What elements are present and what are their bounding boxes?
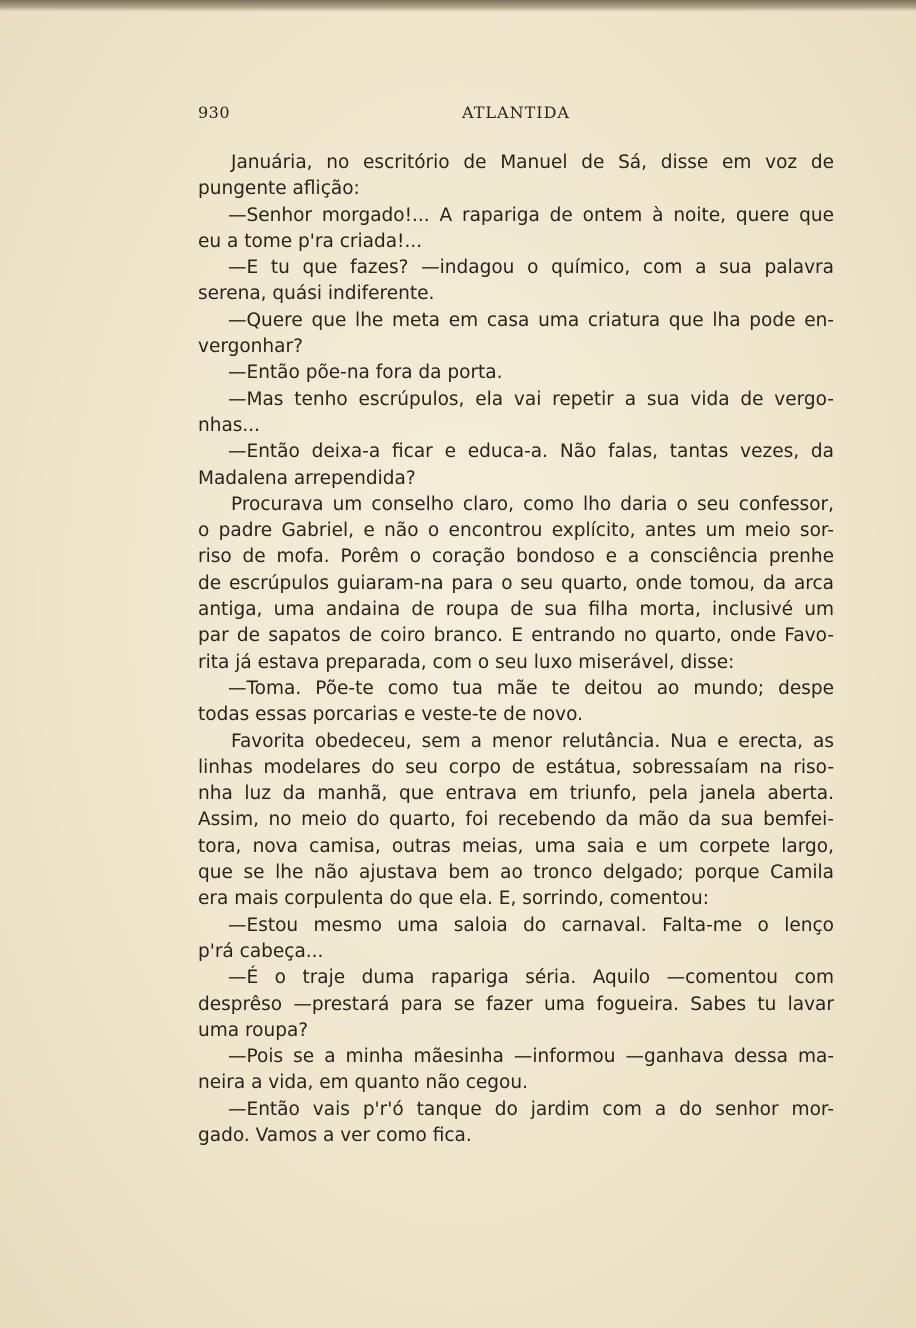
text-line: Procurava um conselho claro, como lho daria o seu confessor,	[231, 493, 834, 515]
text-line: gado. Vamos a ver como fica.	[198, 1124, 472, 1146]
text-line: —Estou mesmo uma saloia do carnaval. Falta-me o lenço	[228, 914, 834, 936]
text-line: —Pois se a minha mãesinha —informou —ganhava dessa ma-	[228, 1046, 834, 1068]
text-line: riso de mofa. Porêm o coração bondoso e a consciência prenhe	[198, 546, 834, 568]
text-line: eu a tome p'ra criada!...	[198, 230, 423, 252]
text-line: desprêso —prestará para se fazer uma fogueira. Sabes tu lavar	[198, 993, 834, 1015]
text-line: uma roupa?	[198, 1019, 309, 1041]
text-line: Assim, no meio do quarto, foi recebendo da mão da sua bemfei-	[198, 809, 834, 831]
text-line: pungente aflição:	[198, 178, 360, 200]
text-line: antiga, uma andaina de roupa de sua filha morta, inclusivé um	[198, 599, 834, 621]
text-line: par de sapatos de coiro branco. E entrando no quarto, onde Favo-	[198, 625, 834, 647]
text-line: —Mas tenho escrúpulos, ela vai repetir a sua vida de vergo-	[228, 388, 834, 410]
body-text	[198, 150, 834, 1149]
text-line: todas essas porcarias e veste-te de novo.	[198, 704, 583, 726]
text-line: que se lhe não ajustava bem ao tronco delgado; porque Camila	[198, 862, 834, 884]
text-line: —É o traje duma rapariga séria. Aquilo —comentou com	[228, 967, 834, 989]
text-line: Madalena arrependida?	[198, 467, 416, 489]
text-line: rita já estava preparada, com o seu luxo miserável, disse:	[198, 651, 735, 673]
text-line: —Então deixa-a ficar e educa-a. Não falas, tantas vezes, da	[228, 441, 834, 463]
text-line: —Quere que lhe meta em casa uma criatura que lha pode en-	[228, 309, 834, 331]
text-line: p'rá cabeça...	[198, 940, 324, 962]
text-line: de escrúpulos guiaram-na para o seu quarto, onde tomou, da arca	[198, 572, 834, 594]
text-line: era mais corpulenta do que ela. E, sorrindo, comentou:	[198, 888, 709, 910]
page-top-edge	[0, 0, 916, 12]
text-line: Favorita obedeceu, sem a menor relutância. Nua e erecta, as	[231, 730, 834, 752]
text-line: —Toma. Põe-te como tua mãe te deitou ao mundo; despe	[228, 677, 834, 699]
text-line: serena, quási indiferente.	[198, 283, 435, 305]
text-line: o padre Gabriel, e não o encontrou explícito, antes um meio sor-	[198, 520, 834, 542]
page-header	[198, 103, 834, 133]
text-line: —Senhor morgado!... A rapariga de ontem à noite, quere que	[228, 204, 834, 226]
text-line: nha luz da manhã, que entrava em triunfo, pela janela aberta.	[198, 783, 834, 805]
text-line: —E tu que fazes? —indagou o químico, com a sua palavra	[228, 257, 834, 279]
text-line: vergonhar?	[198, 336, 303, 358]
text-line: Januária, no escritório de Manuel de Sá, disse em voz de	[231, 152, 834, 173]
text-line: nhas...	[198, 414, 261, 436]
text-line: —Então põe-na fora da porta.	[228, 362, 503, 384]
page-number: 930	[198, 103, 231, 122]
running-title: ATLANTIDA	[462, 103, 570, 122]
text-line: —Então vais p'r'ó tanque do jardim com a do senhor mor-	[228, 1098, 834, 1120]
text-line: tora, nova camisa, outras meias, uma saia e um corpete largo,	[198, 835, 834, 857]
text-line: linhas modelares do seu corpo de estátua, sobressaíam na riso-	[198, 756, 834, 778]
text-line: neira a vida, em quanto não cegou.	[198, 1072, 528, 1094]
